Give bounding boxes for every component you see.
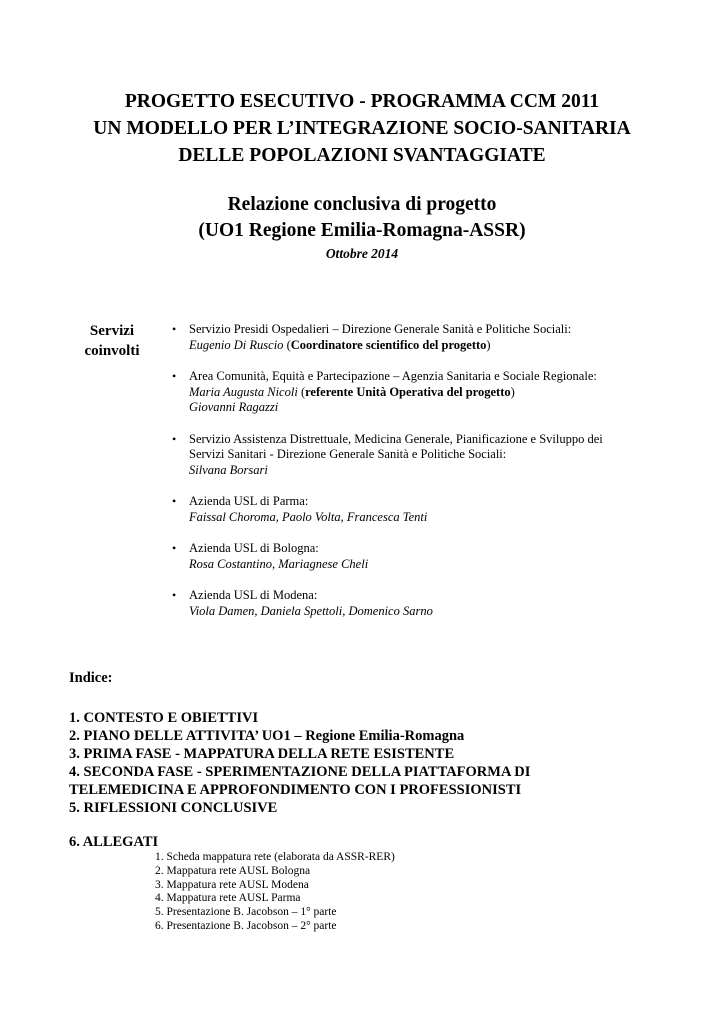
allegati-heading: 6. ALLEGATI: [69, 834, 159, 850]
servizio-org: • Servizio Presidi Ospedalieri – Direzione Generale Sanità e Politiche Sociali:: [189, 322, 572, 336]
servizio-org: • Azienda USL di Bologna:: [189, 541, 319, 555]
toc-entry: 2. PIANO DELLE ATTIVITA’ UO1 – Regione Emilia-Romagna: [69, 728, 465, 744]
allegato-item: 5. Presentazione B. Jacobson – 1° parte: [155, 906, 337, 919]
servizio-people-line: Maria Augusta Nicoli (referente Unità Operativa del progetto): [189, 384, 515, 399]
document-subtitle: [40, 192, 684, 244]
allegato-item: 2. Mappatura rete AUSL Bologna: [155, 864, 311, 877]
toc-entry: TELEMEDICINA E APPROFONDIMENTO CON I PROFESSIONISTI: [69, 782, 522, 798]
servizio-people: Rosa Costantino, Mariagnese Cheli: [189, 556, 369, 571]
table-of-contents: [69, 709, 689, 817]
servizio-item: [189, 541, 669, 572]
servizio-people: Faissal Choroma, Paolo Volta, Francesca Tenti: [189, 509, 428, 524]
servizio-org: • Azienda USL di Modena:: [189, 588, 318, 602]
servizio-org: • Servizio Assistenza Distrettuale, Medicina Generale, Pianificazione e Sviluppo dei: [189, 431, 603, 446]
servizi-label-line: coinvolti: [84, 343, 140, 359]
servizio-people: Viola Damen, Daniela Spettoli, Domenico Sarno: [189, 603, 433, 618]
allegato-item: 6. Presentazione B. Jacobson – 2° parte: [155, 919, 337, 932]
servizio-item: [189, 588, 669, 619]
toc-entry: 3. PRIMA FASE - MAPPATURA DELLA RETE ESISTENTE: [69, 746, 455, 762]
title-line: DELLE POPOLAZIONI SVANTAGGIATE: [178, 145, 546, 166]
servizio-people: Maria Augusta Nicoli: [189, 384, 298, 399]
servizio-people-extra: Giovanni Ragazzi: [189, 400, 279, 414]
document-title: [40, 88, 684, 169]
servizio-org: • Azienda USL di Parma:: [189, 494, 309, 508]
document-date: Ottobre 2014: [325, 246, 399, 261]
servizio-role: Coordinatore scientifico del progetto: [290, 337, 487, 352]
indice-heading: Indice:: [69, 670, 113, 686]
servizi-list: [189, 322, 669, 635]
title-line: UN MODELLO PER L’INTEGRAZIONE SOCIO-SANITARIA: [93, 118, 631, 139]
allegato-item: 1. Scheda mappatura rete (elaborata da ASSR-RER): [155, 851, 395, 863]
allegato-item: 4. Mappatura rete AUSL Parma: [155, 892, 301, 905]
servizio-people: Silvana Borsari: [189, 462, 268, 477]
subtitle-line: Relazione conclusiva di progetto: [227, 194, 497, 215]
allegato-item: 3. Mappatura rete AUSL Modena: [155, 878, 309, 891]
servizio-item: [189, 432, 669, 479]
servizio-org: Servizi Sanitari - Direzione Generale Sanità e Politiche Sociali:: [189, 447, 507, 461]
servizio-item: [189, 369, 669, 416]
toc-entry: 5. RIFLESSIONI CONCLUSIVE: [69, 800, 278, 816]
toc-entry: 4. SECONDA FASE - SPERIMENTAZIONE DELLA PIATTAFORMA DI: [69, 764, 531, 780]
servizio-item: [189, 494, 669, 525]
servizio-people: Eugenio Di Ruscio: [189, 337, 284, 352]
servizio-org: • Area Comunità, Equità e Partecipazione – Agenzia Sanitaria e Sociale Regionale:: [189, 369, 597, 383]
title-line: PROGETTO ESECUTIVO - PROGRAMMA CCM 2011: [124, 91, 600, 112]
toc-entry: 1. CONTESTO E OBIETTIVI: [69, 710, 259, 726]
subtitle-line: (UO1 Regione Emilia-Romagna-ASSR): [198, 220, 526, 241]
servizio-item: [189, 322, 669, 353]
servizi-label: [62, 321, 162, 361]
allegati-list: [155, 851, 555, 934]
servizio-role: referente Unità Operativa del progetto: [305, 384, 511, 399]
servizi-label-line: Servizi: [89, 323, 135, 339]
servizio-people-line: Eugenio Di Ruscio (Coordinatore scientifico del progetto): [189, 337, 491, 352]
